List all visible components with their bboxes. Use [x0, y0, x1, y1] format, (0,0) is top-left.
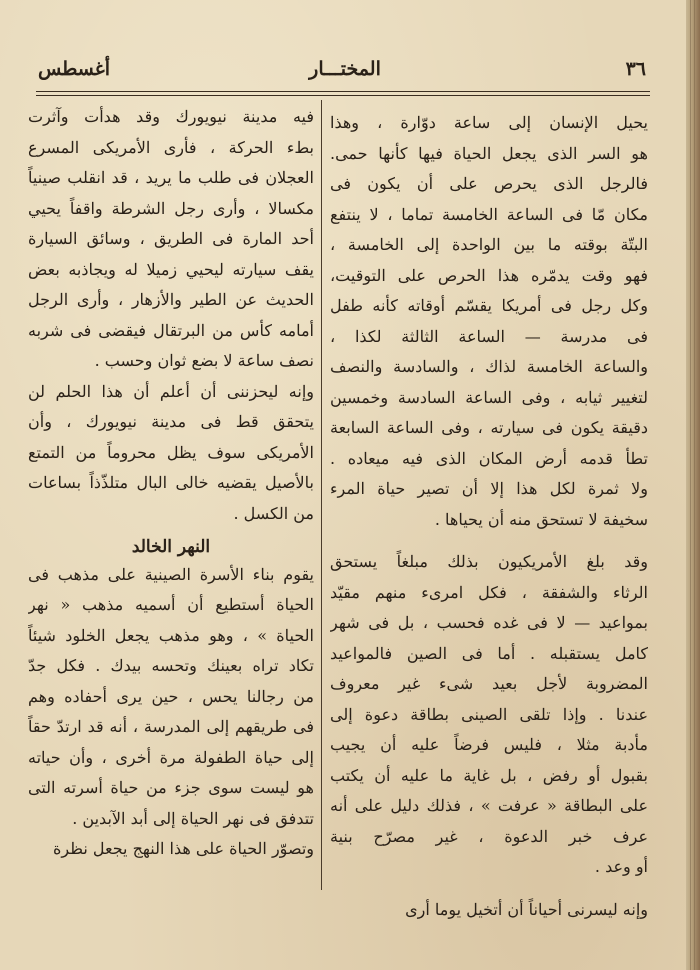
text-line: الحديث عن الطير والأزهار ، وأرى الرجل	[28, 290, 314, 309]
running-title: المختـــار	[309, 58, 381, 80]
text-line: يتحقق قط فى مدينة نيويورك ، وأن	[28, 412, 314, 431]
text-line: فهو وقت يدمّره هذا الحرص على التوقيت،	[330, 265, 648, 285]
text-line: تطأ قدمه أرض المكان الذى فيه ميعاده .	[330, 448, 648, 468]
text-line: عرف خبر الدعوة ، غير مصرّح بنية	[330, 826, 648, 846]
text-line: فى طريقهم إلى المدرسة ، أنه قد ارتدّ حقاً	[28, 717, 314, 736]
text-line: وإنه ليسرنى أحياناً أن أتخيل يوما أرى	[405, 899, 648, 919]
text-line: سخيفة لا تستحق منه أن يحياها .	[434, 509, 648, 529]
text-line: الحياة » ، وهو مذهب يجعل الخلود شيئاً	[28, 625, 314, 645]
header-rule-thin	[36, 95, 650, 96]
text-line: فالرجل الذى يحرص على أن يكون فى	[330, 174, 648, 193]
text-line: ولا ثمرة لكل هذا إلا أن تصير حياة المرء	[330, 479, 648, 498]
text-line: إلى حياة الطفولة مرة أخرى ، وأن حياته	[28, 747, 314, 767]
text-line: لتغيير ثيابه ، وفى الساعة السادسة وخمسين	[330, 387, 648, 407]
text-line: يحيل الإنسان إلى ساعة دوّارة ، وهذا	[330, 113, 648, 132]
text-line: أو وعد .	[594, 857, 648, 876]
text-line: وكل رجل فى أمريكا يقسّم أوقاته كأنه طفل	[330, 296, 648, 315]
text-line: هو ليست سوى جزء من حياة أسرته التى	[28, 778, 314, 797]
text-line: عندنا . وإذا تلقى الصينى بطاقة دعوة إلى	[330, 704, 648, 724]
section-title: النهر الخالد	[131, 537, 211, 557]
text-line: العجلان فى طلب ما يريد ، قد انقلب صينياً	[28, 168, 314, 187]
text-line: أحد المارة فى الطريق ، وسائق السيارة	[28, 229, 314, 248]
left-column	[28, 102, 314, 865]
text-line: بطء الحركة ، فأرى الأمريكى المسرع	[28, 137, 314, 157]
text-line: الأمريكى سوف يظل محروماً من التمتع	[28, 442, 314, 462]
text-line: يقوم بناء الأسرة الصينية على مذهب فى	[28, 564, 314, 584]
text-line: وتصوّر الحياة على هذا النهج يجعل نظرة	[52, 839, 314, 858]
text-line: من الكسل .	[233, 503, 314, 523]
text-line: والساعة الخامسة لذاك ، والسادسة والنصف	[330, 357, 648, 376]
text-line: أمامه كأس من البرتقال فيقضى فى شربه	[28, 320, 314, 340]
text-line: الحياة أستطيع أن أسميه مذهب « نهر	[28, 595, 314, 614]
text-line: يقف سيارته ليحيي زميلا له ويجاذبه بعض	[28, 259, 314, 279]
text-line: بمواعيد — لا فى غده فحسب ، بل فى شهر	[330, 613, 648, 632]
text-line: وقد بلغ الأمريكيون بذلك مبلغاً يستحق	[330, 552, 648, 571]
text-line: دقيقة يكون فى سيارته ، وفى الساعة السابعة	[330, 418, 648, 437]
text-line: مأدبة مثلا ، فليس فرضاً عليه أن يجيب	[330, 735, 648, 754]
text-line: البتّة بوقته ما بين الواحدة إلى الخامسة ،	[330, 235, 648, 254]
text-line: وإنه ليحزننى أن أعلم أن هذا الحلم لن	[28, 381, 314, 401]
text-line: كامل يستقبله . أما فى الصين فالمواعيد	[330, 643, 648, 663]
text-line: نصف ساعة لا بضع ثوان وحسب .	[94, 351, 314, 370]
text-line: هو السر الذى يجعل الحياة فيها كأنها حمى.	[330, 143, 648, 163]
text-line: بقبول أو رفض ، بل غاية ما عليه أن يكتب	[330, 765, 648, 785]
text-line: مكسالا ، وأرى رجل الشرطة واقفاً يحيي	[28, 198, 314, 218]
text-line: مكان مّا فى الساعة الخامسة تماما ، لا ينتفع	[330, 204, 648, 224]
text-line: فيه مدينة نيويورك وقد هدأت وآثرت	[28, 107, 314, 126]
text-line: من رجالنا يحس ، حين يرى أحفاده وهم	[28, 686, 314, 706]
text-line: المضروبة لأجل بعيد شىء غير معروف	[330, 674, 648, 693]
header-rule	[36, 91, 650, 92]
page-edge	[686, 0, 700, 970]
text-line: تكاد تراه بعينك وتحسه بيدك . فكل جدّ	[28, 656, 314, 675]
text-line: تتدفق فى نهر الحياة إلى أبد الآبدين .	[72, 808, 314, 828]
text-line: فى مدرسة — الساعة الثالثة لكذا ،	[330, 326, 648, 346]
text-line: بالأصيل يقضيه خالى البال متلذّذاً بساعات	[28, 473, 314, 492]
right-column	[330, 108, 648, 925]
text-line: الرثاء والشفقة ، فكل امرىء منهم مقيّد	[330, 582, 648, 602]
column-divider	[321, 100, 322, 890]
text-line: على البطاقة « عرفت » ، فذلك دليل على أنه	[330, 796, 648, 815]
issue-month: أغسطس	[38, 58, 110, 80]
page-number: ٣٦	[625, 58, 646, 80]
